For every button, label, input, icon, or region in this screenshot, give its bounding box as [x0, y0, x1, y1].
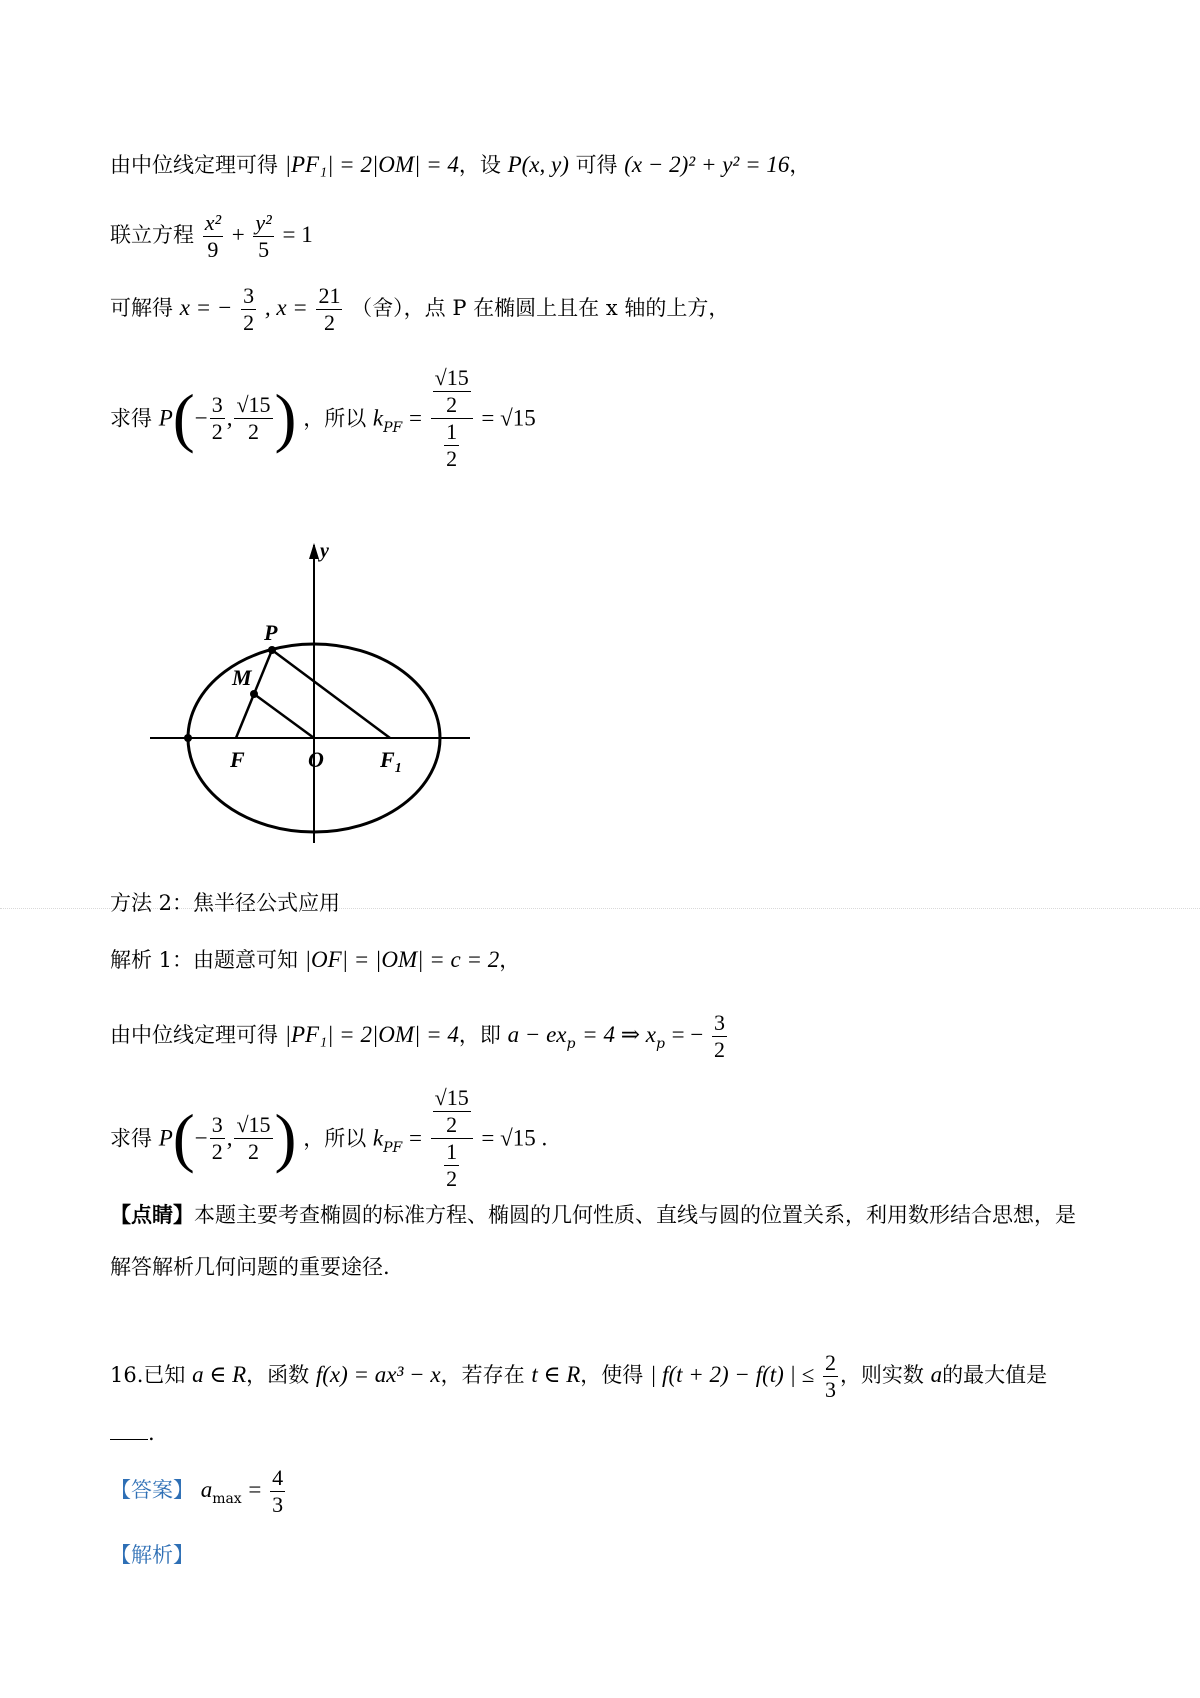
result: = √15 — [481, 405, 536, 431]
label-y: y — [320, 540, 329, 562]
fraction: $\frac{√15}{2}$ — [236, 392, 271, 444]
point-m-dot — [250, 690, 258, 698]
text: ，设 — [458, 153, 501, 177]
fraction: $\frac{\text{x²}}{9}$ — [204, 210, 222, 262]
right-paren: ) — [274, 1101, 297, 1175]
subscript: PF — [383, 420, 403, 436]
fraction: $\frac{3}{2}$ — [713, 1010, 725, 1062]
formula-circle: (x − 2)² + y² = 16 — [624, 152, 790, 177]
line-result-2 — [110, 1085, 547, 1192]
fraction: $\frac{2}{3}$ — [824, 1350, 836, 1402]
compound-fraction: $\frac{\frac{√15}{2}}{\frac{1}{2}}$ — [431, 365, 473, 472]
line-focal-radius: 由中位线定理可得 |PF₁| = 2|OM| = 4，即 $a - ex_p = 4$ ⇒ $x_p$ = − $\frac{3}{2}$ — [110, 1010, 725, 1062]
plus-sign: + — [231, 222, 245, 247]
right-paren: ) — [274, 381, 297, 455]
text: 联立方程 — [110, 223, 194, 247]
minus: − — [194, 1125, 208, 1151]
point-p: P — [158, 1125, 173, 1151]
formula: = − — [671, 1022, 704, 1047]
label-f: F — [230, 747, 245, 772]
point-p-dot — [268, 646, 276, 654]
formula: = 4 ⇒ x — [582, 1022, 656, 1047]
text: 可解得 — [110, 296, 173, 320]
label-m: M — [232, 665, 252, 690]
comment-line-1: 【点睛】本题主要考查椭圆的标准方程、椭圆的几何性质、直线与圆的位置关系，利用数形结合思想，是 — [110, 1202, 1076, 1227]
point-p: P — [158, 405, 173, 431]
formula-pf1: |PF₁| = 2|OM| = 4 — [284, 1022, 459, 1047]
line-result-1 — [110, 365, 536, 472]
analysis-tag: 【解析】 — [110, 1543, 194, 1567]
text: ， — [789, 153, 811, 177]
question-number: 16.已知 — [110, 1363, 186, 1387]
text: ， — [499, 948, 521, 972]
subscript: PF — [383, 1140, 403, 1156]
fraction: $\frac{4}{3}$ — [272, 1465, 284, 1517]
answer-line: 【答案】 $a_{max}$ = $\frac{4}{3}$ — [110, 1465, 284, 1517]
fraction: $\frac{21}{2}$ — [318, 283, 341, 335]
text: 求得 — [110, 1126, 152, 1151]
fraction: $\frac{\text{y²}}{5}$ — [255, 210, 272, 262]
text: 解析 1：由题意可知 — [110, 948, 299, 972]
left-paren: ( — [172, 1101, 195, 1175]
text: 由中位线定理可得 — [110, 1023, 278, 1047]
text: （舍），点 P 在椭圆上且在 x 轴的上方， — [351, 296, 730, 320]
text: 由中位线定理可得 — [110, 153, 278, 177]
answer-blank — [110, 1419, 148, 1440]
label-o: O — [308, 747, 324, 772]
formula: |OF| = |OM| = c = 2 — [304, 947, 500, 972]
formula-pf1: |PF₁| = 2|OM| = 4 — [284, 152, 459, 177]
text: ，所以 — [303, 1126, 367, 1151]
text: ，即 — [458, 1023, 501, 1047]
line-solve — [110, 283, 729, 336]
label-p: P — [264, 620, 278, 645]
compound-fraction: $\frac{\frac{√15}{2}}{\frac{1}{2}}$ — [431, 1085, 473, 1192]
comma: , — [226, 1125, 233, 1151]
question-16: 16.已知 a ∈ R，函数 f(x) = ax³ − x，若存在 t ∈ R，使得 | f(t + 2) − f(t) | ≤ $\frac{2}{3}$ ，则实数 a的最大值是 — [110, 1350, 1048, 1402]
fraction: $\frac{3}{2}$ — [243, 283, 255, 335]
analysis-1 — [110, 945, 520, 975]
comma: , — [226, 405, 233, 431]
comment-tag: 【点睛】 — [110, 1202, 194, 1227]
line-system — [110, 210, 313, 263]
line-median-theorem — [110, 150, 810, 180]
equals: = 1 — [282, 222, 313, 247]
fraction: $\frac{√15}{2}$ — [236, 1112, 271, 1164]
formula: a − ex — [507, 1022, 567, 1047]
comment-line-2: 解答解析几何问题的重要途径. — [110, 1255, 390, 1279]
answer-blank-line: . — [110, 1418, 155, 1448]
result: = √15 . — [481, 1125, 548, 1151]
equals: = — [408, 1125, 422, 1151]
method-2-heading: 方法 2：焦半径公式应用 — [110, 891, 341, 915]
vertex-dot — [184, 734, 192, 742]
answer-tag: 【答案】 — [110, 1478, 194, 1502]
segment-p-f1 — [272, 650, 390, 738]
text: 求得 — [110, 406, 152, 431]
y-axis-arrow-icon — [309, 543, 319, 559]
ellipse-figure — [150, 525, 480, 845]
formula-point: P(x, y) — [507, 152, 569, 177]
analysis-tag-line — [110, 1540, 194, 1570]
label-f1: $F_1$ — [380, 747, 402, 776]
fraction: $\frac{3}{2}$ — [211, 392, 223, 444]
equals: = — [408, 405, 422, 431]
minus: − — [194, 405, 208, 431]
formula: x = − — [179, 295, 233, 320]
text: 可得 — [575, 153, 618, 177]
slope-k: k — [372, 1125, 384, 1151]
text: ，所以 — [303, 406, 367, 431]
formula: , x = — [264, 295, 308, 320]
segment-m-o — [254, 694, 314, 738]
fraction: $\frac{3}{2}$ — [211, 1112, 223, 1164]
left-paren: ( — [172, 381, 195, 455]
slope-k: k — [372, 405, 384, 431]
